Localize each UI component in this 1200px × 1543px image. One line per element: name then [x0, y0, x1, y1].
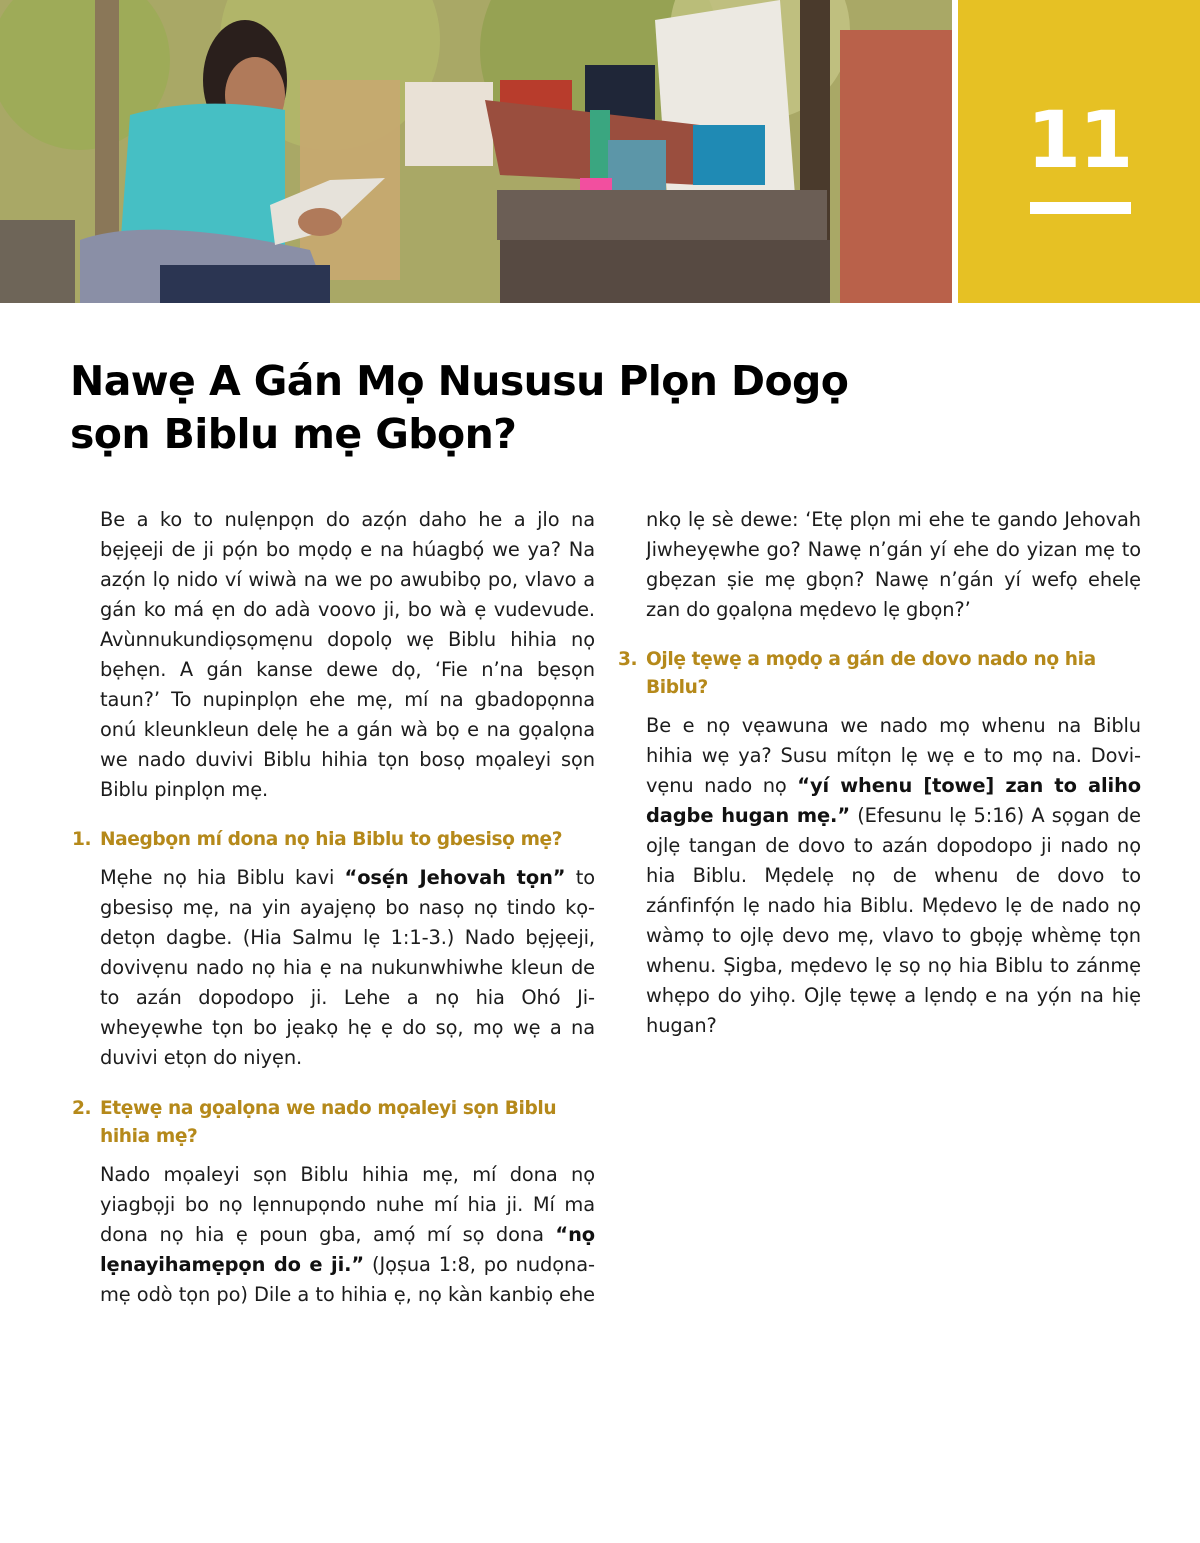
left-column	[72, 505, 595, 1310]
woman-reading-bible-illustration	[0, 0, 952, 303]
question-2-text: Etẹwẹ na gọalọna we nado mọaleyi sọn Biblu hihia mẹ?	[100, 1098, 557, 1147]
intro-paragraph: Be a ko to nulẹnpọn do azọ́n daho he a jlo na bẹjẹeji de ji pọ́n bo mọdọ e na húagbọ́ we ya? Na azọ́n lọ nido ví wiwà na we po awubibọ po, vlavo a gán ko má ẹn do adà voovo ji, bo wà ẹ vudevude. Avùnnukundiọsọmẹnu dopolọ wẹ Biblu hihia nọ bẹhẹn. A gán kanse dewe dọ, ‘Fie n’na bẹsọn taun?’ To nupinplọn ehe mẹ, mí na gbadopọnna onú kleunkleun delẹ he a gán wà bọ e na gọalọna we nado duvivi Biblu hihia tọn bosọ mọaleyi sọn Biblu pinplọn mẹ.	[100, 508, 595, 801]
page-title-line-1: Nawẹ A Gán Mọ Nususu Plọn Dogọ	[70, 357, 849, 405]
section-2-quote: “nọ lẹnayihamẹpọn do e ji.”	[100, 1223, 595, 1276]
question-3-text: Ojlẹ tẹwẹ a mọdọ a gán de dovo nado nọ hia Biblu?	[646, 649, 1096, 698]
question-3-heading	[618, 646, 1141, 702]
section-3-text-start: Be e nọ vẹawuna we nado mọ whenu na Biblu hihia wẹ ya? Susu mítọn lẹ wẹ e to mọ na. Dovivẹnu nado nọ	[646, 714, 1141, 797]
section-3-quote: “yí whenu [towe] zan to aliho dagbe hugan mẹ.”	[646, 774, 1141, 827]
section-2-paragraph	[100, 1160, 595, 1310]
section-2-paragraph-continued	[646, 505, 1141, 625]
section-2-text-end: (Jọṣua 1:8, po nudọnamẹ odò tọn po) Dile a to hihia ẹ, nọ kàn kanbiọ ehe	[100, 1253, 595, 1306]
lesson-number-underline	[1030, 202, 1131, 214]
page-title	[70, 355, 950, 461]
hero-photo	[0, 0, 952, 303]
lesson-number: 11	[1026, 96, 1132, 186]
question-2-heading	[72, 1095, 595, 1151]
section-1-quote: “osẹ́n Jehovah tọn”	[344, 866, 566, 889]
section-1-text-end: to gbesisọ mẹ, na yin ayajẹnọ bo nasọ nọ tindo kọdetọn dagbe. (Hia Salmu lẹ 1:1-3.) Nado bẹjẹeji, dovivẹnu nado nọ hia ẹ na nukunwhiwhe kleun de to azán dopodopo ji. Lehe a nọ hia Ohó Jiwheyẹwhe tọn bo jẹakọ hẹ ẹ do sọ, mọ wẹ a na duvivi etọn do niyẹn.	[100, 866, 595, 1069]
section-2-text-end: nkọ lẹ sè dewe: ‘Etẹ plọn mi ehe te gando Jehovah Jiwheyẹwhe go? Nawẹ n’gán yí ehe do yizan mẹ to gbẹzan ṣie mẹ gbọn? Nawẹ n’gán yí wefọ ehelẹ zan do gọalọna mẹdevo lẹ gbọn?’	[646, 508, 1141, 621]
section-2-text-start: Nado mọaleyi sọn Biblu hihia mẹ, mí dona nọ yiagbọji bo nọ lẹnnupọndo nuhe mí hia ji. Mí ma dona nọ hia ẹ poun gba, amọ́ mí sọ dona	[100, 1163, 595, 1246]
section-3-paragraph	[646, 711, 1141, 1041]
question-1-number: 1.	[72, 829, 92, 850]
section-1-paragraph	[100, 863, 595, 1073]
lesson-number-badge	[958, 0, 1200, 303]
question-1-text: Naegbọn mí dona nọ hia Biblu to gbesisọ mẹ?	[100, 829, 563, 850]
section-3-text-end: (Efesunu lẹ 5:16) A sọgan de ojlẹ tangan de dovo to azán dopodopo ji nado nọ hia Biblu. Mẹdelẹ nọ de whenu de dovo to zánfinfọ́n lẹ nado hia Biblu. Mẹdevo lẹ de nado nọ wàmọ to ojlẹ devo mẹ, vlavo to gbọjẹ whèmẹ tọn whenu. Ṣigba, mẹdevo lẹ sọ nọ hia Biblu to zánmẹ whẹpo do yihọ. Ojlẹ tẹwẹ a lẹndọ e na yọ́n na hiẹ hugan?	[646, 804, 1141, 1037]
page-title-line-2: sọn Biblu mẹ Gbọn?	[70, 410, 517, 458]
section-2-continuation	[646, 505, 1141, 625]
section-1-text-start: Mẹhe nọ hia Biblu kavi	[100, 866, 345, 889]
question-3-number: 3.	[618, 649, 638, 670]
right-column	[618, 505, 1141, 1041]
question-1-heading	[72, 826, 595, 854]
question-2-number: 2.	[72, 1098, 92, 1119]
